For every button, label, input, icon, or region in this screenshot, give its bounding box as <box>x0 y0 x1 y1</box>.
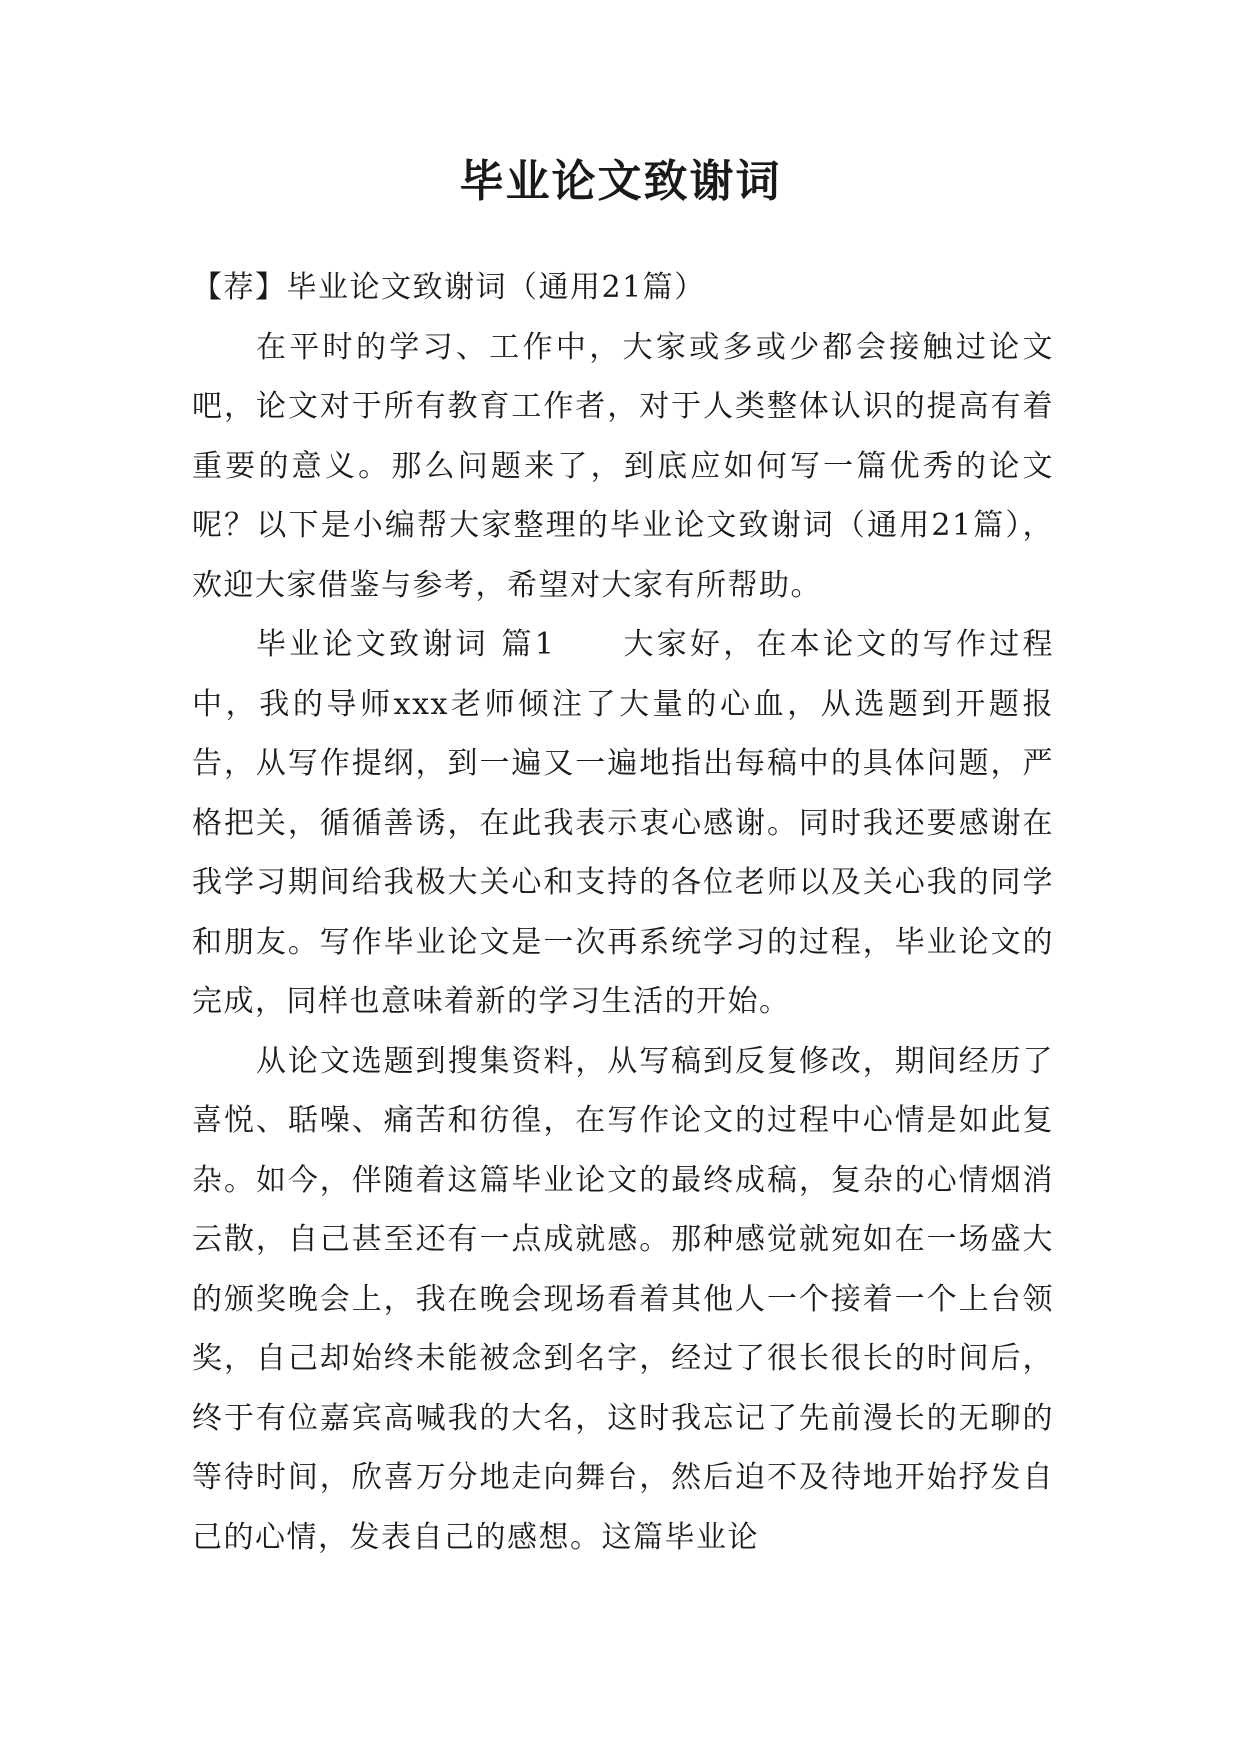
intro-paragraph: 在平时的学习、工作中，大家或多或少都会接触过论文吧，论文对于所有教育工作者，对于人类整体认识的提高有着重要的意义。那么问题来了，到底应如何写一篇优秀的论文呢？以下是小编帮大家整理的毕业论文致谢词（通用21篇），欢迎大家借鉴与参考，希望对大家有所帮助。 <box>192 329 1054 603</box>
chapter-1-paragraph: 毕业论文致谢词 篇1 大家好，在本论文的写作过程中，我的导师xxx老师倾注了大量的心血，从选题到开题报告，从写作提纲，到一遍又一遍地指出每稿中的具体问题，严格把关，循循善诱，在此我表示衷心感谢。同时我还要感谢在我学习期间给我极大关心和支持的各位老师以及关心我的同学和朋友。写作毕业论文是一次再系统学习的过程，毕业论文的完成，同样也意味着新的学习生活的开始。 <box>192 627 1054 1019</box>
body-paragraph: 从论文选题到搜集资料，从写稿到反复修改，期间经历了喜悦、聒噪、痛苦和彷徨，在写作论文的过程中心情是如此复杂。如今，伴随着这篇毕业论文的最终成稿，复杂的心情烟消云散，自己甚至还有一点成就感。那种感觉就宛如在一场盛大的颁奖晚会上，我在晚会现场看着其他人一个接着一个上台领奖，自己却始终未能被念到名字，经过了很长很长的时间后，终于有位嘉宾高喊我的大名，这时我忘记了先前漫长的无聊的等待时间，欣喜万分地走向舞台，然后迫不及待地开始抒发自己的心情，发表自己的感想。这篇毕业论 <box>192 1043 1054 1555</box>
recommend-line: 【荐】毕业论文致谢词（通用21篇） <box>192 270 706 305</box>
document-title: 毕业论文致谢词 <box>459 156 782 207</box>
document-body <box>192 258 1054 1567</box>
